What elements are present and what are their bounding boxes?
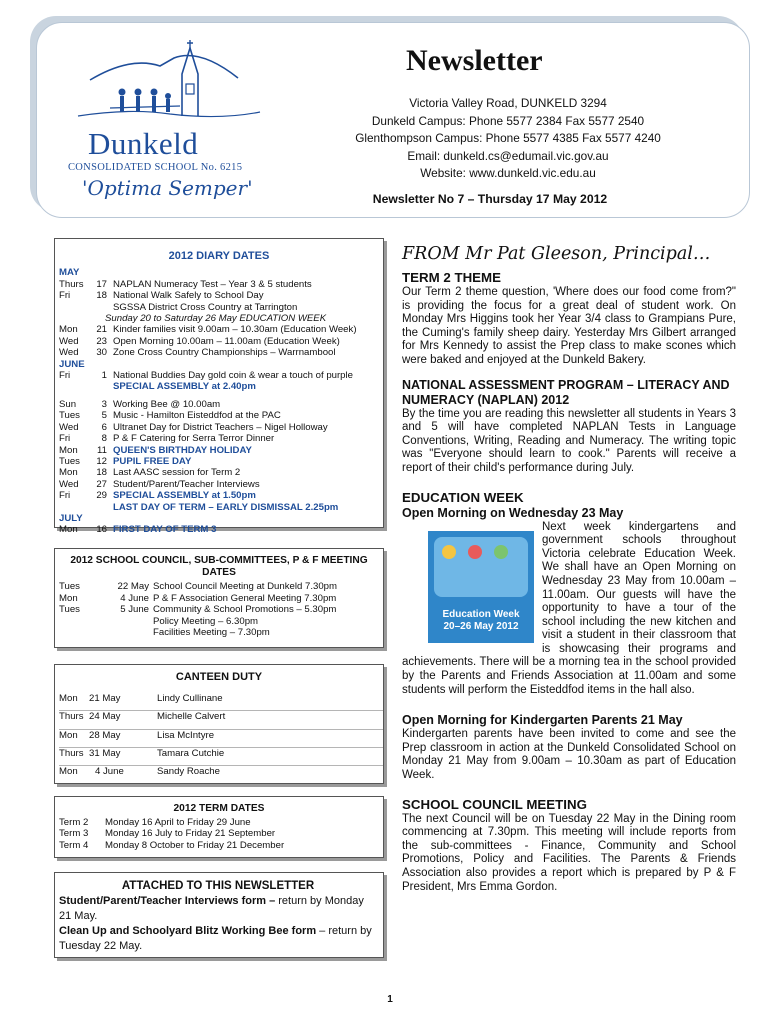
diary-row: Sun 3 Working Bee @ 10.00am bbox=[59, 398, 221, 410]
diary-month: JULY bbox=[59, 512, 83, 524]
section-title: NATIONAL ASSESSMENT PROGRAM – LITERACY AND NUMERACY (NAPLAN) 2012 bbox=[402, 377, 730, 407]
edu-image-label: 20–26 May 2012 bbox=[443, 620, 519, 632]
diary-row: Wed 23 Open Morning 10.00am – 11.00am (Education Week) bbox=[59, 335, 340, 347]
diary-row: Wed 6 Ultranet Day for District Teachers – Nigel Holloway bbox=[59, 421, 328, 433]
council-row: Mon 4 June P & F Association General Meeting 7.30pm bbox=[59, 592, 337, 604]
term2-section bbox=[402, 270, 736, 368]
council-row: Tues 22 May School Council Meeting at Dunkeld 7.30pm bbox=[59, 581, 337, 592]
diary-row: SGSSA District Cross Country at Tarrington bbox=[113, 301, 298, 313]
diary-dates-box bbox=[54, 238, 384, 536]
table-row: Thurs 31 May Tamara Cutchie bbox=[59, 748, 383, 766]
contact-line: Glenthompson Campus: Phone 5577 4385 Fax 5577 4240 bbox=[355, 131, 661, 145]
council-title: 2012 SCHOOL COUNCIL, SUB-COMMITTEES, P & F MEETING DATES bbox=[70, 555, 368, 578]
education-week-section bbox=[402, 490, 736, 698]
section-text: Next week kindergartens and government schools throughout Victoria celebrate Education Week. We shall have an Open Morning on Wednesday 23 May from 10.00am – 11.00am. Our guests will have the opportunity to have a tour of the school including the new kitchen and visit a student in their classroom that is showcasing their programs and achievements. There will be a morning tea in the school provided by the Parents and Friends Association at 11.00am and some students will perform the Eisteddfod items in the hall also. bbox=[402, 520, 736, 696]
council-row: Tues 5 June Community & School Promotions – 5.30pm bbox=[59, 604, 337, 615]
term-title: 2012 TERM DATES bbox=[173, 803, 265, 814]
attached-item: Student/Parent/Teacher Interviews form – return by Monday 21 May. bbox=[59, 895, 364, 922]
council-meeting-section bbox=[402, 797, 736, 895]
school-motto: 'Optima Semper' bbox=[82, 176, 253, 200]
diary-row: Fri 18 National Walk Safely to School Day bbox=[59, 290, 264, 302]
contact-line: Dunkeld Campus: Phone 5577 2384 Fax 5577 2540 bbox=[371, 113, 645, 128]
canteen-title: CANTEEN DUTY bbox=[175, 671, 263, 683]
diary-row: Wed 27 Student/Parent/Teacher Interviews bbox=[59, 478, 260, 490]
council-meetings-box bbox=[54, 548, 384, 648]
section-title: SCHOOL COUNCIL MEETING bbox=[402, 796, 587, 812]
diary-row: Mon 11 QUEEN'S BIRTHDAY HOLIDAY bbox=[59, 444, 252, 456]
diary-row: Fri 1 National Buddies Day gold coin & wear a touch of purple bbox=[59, 370, 353, 382]
section-title: EDUCATION WEEK bbox=[402, 489, 524, 505]
diary-row: LAST DAY OF TERM – EARLY DISMISSAL 2.25pm bbox=[113, 501, 339, 513]
term-dates-box bbox=[54, 796, 384, 858]
newsletter-issue: Newsletter No 7 – Thursday 17 May 2012 bbox=[372, 192, 608, 206]
section-text: Kindergarten parents have been invited to come and see the Prep classroom in action at the Dunkeld Consolidated School on Monday 21 May from 9.00am – 10.30am as part of Education Week. bbox=[402, 728, 736, 782]
diary-row: Tues 12 PUPIL FREE DAY bbox=[59, 455, 192, 467]
term-row: Term 2 Monday 16 April to Friday 29 June bbox=[59, 816, 251, 828]
section-title: TERM 2 THEME bbox=[402, 270, 501, 285]
term-row: Term 4 Monday 8 October to Friday 21 December bbox=[59, 839, 285, 851]
section-title: Open Morning for Kindergarten Parents 21 May bbox=[402, 713, 683, 728]
contact-line: Victoria Valley Road, DUNKELD 3294 bbox=[409, 96, 607, 110]
diary-row: SPECIAL ASSEMBLY at 2.40pm bbox=[113, 381, 256, 393]
school-name: Dunkeld bbox=[88, 126, 199, 161]
contact-line: Email: dunkeld.cs@edumail.vic.gov.au bbox=[407, 148, 609, 163]
diary-row: Tues 5 Music - Hamilton Eisteddfod at the PAC bbox=[59, 410, 281, 422]
edu-image-label: Education Week bbox=[442, 608, 520, 620]
canteen-duty-box bbox=[54, 664, 384, 784]
school-logo bbox=[60, 38, 270, 198]
council-row: Facilities Meeting – 7.30pm bbox=[153, 627, 270, 638]
diary-row: Thurs 17 NAPLAN Numeracy Test – Year 3 & 5 students bbox=[59, 278, 312, 290]
principal-heading: FROM Mr Pat Gleeson, Principal… bbox=[402, 244, 711, 264]
term-row: Term 3 Monday 16 July to Friday 21 September bbox=[59, 828, 276, 839]
diary-row: Mon 18 Last AASC session for Term 2 bbox=[59, 467, 241, 479]
diary-row: Wed 30 Zone Cross Country Championships – Warrnambool bbox=[59, 347, 336, 359]
council-row: Policy Meeting – 6.30pm bbox=[153, 615, 259, 627]
newsletter-title: Newsletter bbox=[406, 44, 543, 77]
education-week-image bbox=[428, 531, 534, 643]
diary-row: Mon 21 Kinder families visit 9.00am – 10.30am (Education Week) bbox=[59, 324, 357, 336]
attached-box bbox=[54, 872, 384, 958]
attached-item: Clean Up and Schoolyard Blitz Working Bee form – return by Tuesday 22 May. bbox=[59, 925, 372, 952]
page-number: 1 bbox=[387, 994, 393, 1005]
diary-month: JUNE bbox=[59, 358, 85, 370]
diary-row: Mon 16 FIRST DAY OF TERM 3 bbox=[59, 524, 217, 536]
section-text: The next Council will be on Tuesday 22 May in the Dining room commencing at 7.30pm. This meeting will include reports from the sub-committees - Finance, Community and School Promotions, Policy and Facilities. The Parents & Friends Association also provides a report which is prepared by P & F President, Mrs Emma Gordon. bbox=[402, 812, 736, 893]
table-row: Mon 28 May Lisa McIntyre bbox=[59, 730, 383, 748]
diary-row: Sunday 20 to Saturday 26 May EDUCATION WEEK bbox=[105, 313, 327, 325]
table-row: Mon 21 May Lindy Cullinane bbox=[59, 693, 383, 711]
diary-row: Fri 29 SPECIAL ASSEMBLY at 1.50pm bbox=[59, 490, 256, 502]
diary-title: 2012 DIARY DATES bbox=[168, 250, 270, 262]
table-row: Mon 4 June Sandy Roache bbox=[59, 766, 220, 778]
section-text: By the time you are reading this newsletter all students in Years 3 and 5 will have completed NAPLAN Tests in Language Conventions, Writing, Reading and Numeracy. The writing topic was "Everyone should learn to cook." Parents will receive a report of their child's performance during July. bbox=[402, 407, 736, 474]
contact-details bbox=[330, 95, 686, 183]
diary-month: MAY bbox=[59, 267, 80, 279]
school-subtitle: CONSOLIDATED SCHOOL No. 6215 bbox=[68, 162, 243, 173]
kinder-section bbox=[402, 713, 736, 782]
naplan-section bbox=[402, 378, 736, 476]
table-row: Thurs 24 May Michelle Calvert bbox=[59, 711, 383, 729]
principal-column bbox=[402, 244, 736, 904]
diary-row: Fri 8 P & F Catering for Serra Terror Dinner bbox=[59, 433, 275, 445]
section-subtitle: Open Morning on Wednesday 23 May bbox=[402, 505, 624, 520]
attached-title: ATTACHED TO THIS NEWSLETTER bbox=[121, 880, 315, 892]
contact-line: Website: www.dunkeld.vic.edu.au bbox=[420, 166, 596, 180]
section-text: Our Term 2 theme question, 'Where does our food come from?" is providing the focus for a great deal of student work. On Monday Mrs Higgins took her Year 3/4 class to Grampians Pure, the Cuming's family sheep dairy. Yesterday Mrs Gilbert arranged for Mrs Kennedy to assist the Prep class to make scones which were baked and enjoyed at the Dunkeld Bakery. bbox=[402, 286, 736, 366]
school-crest-icon bbox=[70, 38, 270, 128]
